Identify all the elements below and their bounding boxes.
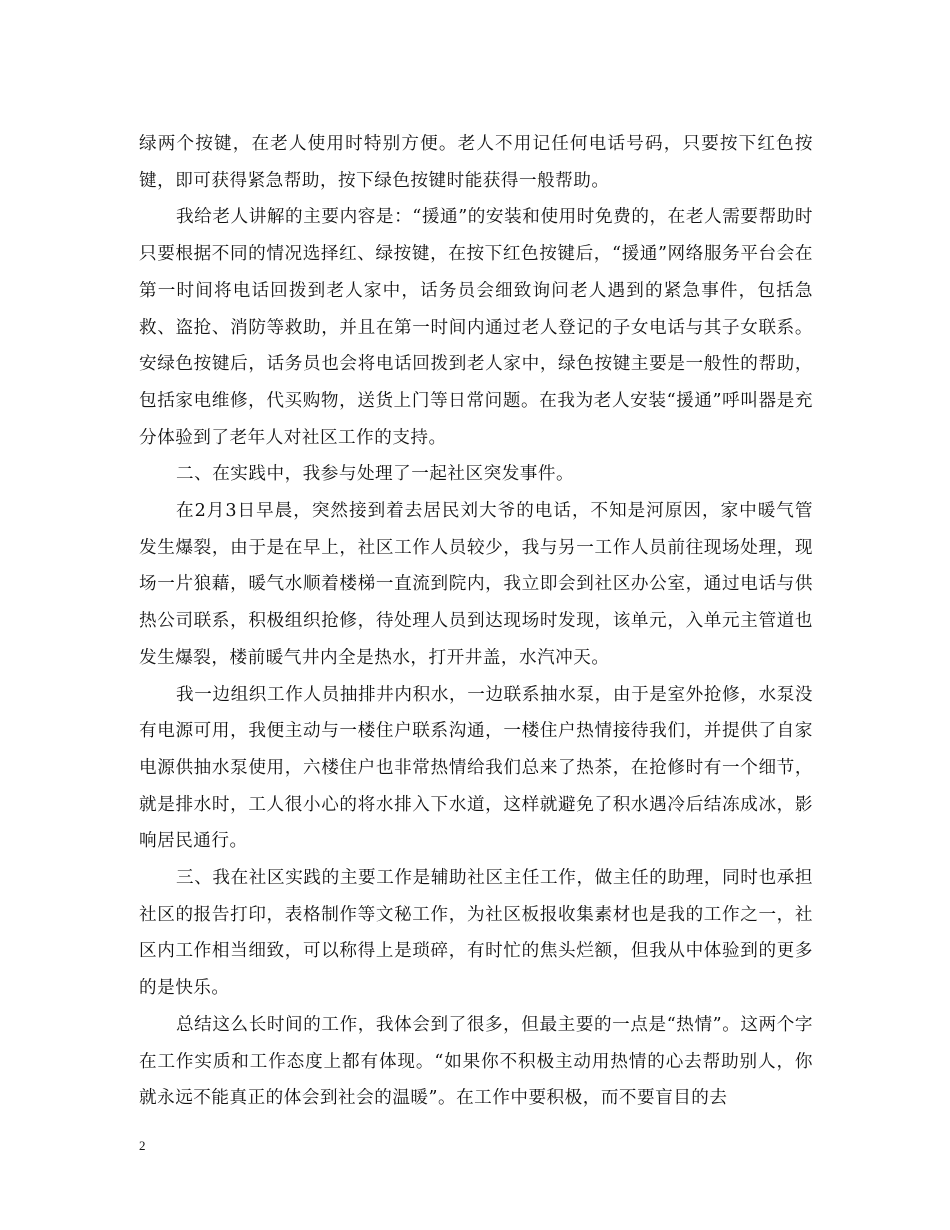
paragraph-1: 绿两个按键，在老人使用时特别方便。老人不用记任何电话号码，只要按下红色按键，即可获得紧急帮助，按下绿色按键时能获得一般帮助。 — [139, 134, 813, 191]
paragraph-2: 我给老人讲解的主要内容是：“援通”的安装和使用时免费的，在老人需要帮助时只要根据不同的情况选择红、绿按键，在按下红色按键后，“援通”网络服务平台会在第一时间将电话回拨到老人家中，话务员会细致询问老人遇到的紧急事件，包括急救、盗抢、消防等救助，并且在第一时间内通过老人登记的子女电话与其子女联系。安绿色按键后，话务员也会将电话回拨到老人家中，绿色按键主要是一般性的帮助，包括家电维修，代买购物，送货上门等日常问题。在我为老人安装“援通”呼叫器是充分体验到了老年人对社区工作的支持。 — [139, 207, 813, 448]
paragraph-4: 在2月3日早晨，突然接到着去居民刘大爷的电话，不知是河原因，家中暖气管发生爆裂，由于是在早上，社区工作人员较少，我与另一工作人员前往现场处理，现场一片狼藉，暖气水顺着楼梯一直流到院内，我立即会到社区办公室，通过电话与供热公司联系，积极组织抢修，待处理人员到达现场时发现，该单元，入单元主管道也发生爆裂，楼前暖气井内全是热水，打开井盖，水汽冲天。 — [139, 501, 813, 668]
page-number: 2 — [139, 1138, 146, 1153]
paragraph-6: 三、我在社区实践的主要工作是辅助社区主任工作，做主任的助理，同时也承担社区的报告打印，表格制作等文秘工作，为社区板报收集素材也是我的工作之一，社区内工作相当细致，可以称得上是琐碎，有时忙的焦头烂额，但我从中体验到的更多的是快乐。 — [139, 868, 813, 999]
paragraph-5: 我一边组织工作人员抽排井内积水，一边联系抽水泵，由于是室外抢修，水泵没有电源可用，我便主动与一楼住户联系沟通，一楼住户热情接待我们，并提供了自家电源供抽水泵使用，六楼住户也非常热情给我们总来了热茶，在抢修时有一个细节，就是排水时，工人很小心的将水排入下水道，这样就避免了积水遇冷后结冻成冰，影响居民通行。 — [139, 684, 813, 852]
paragraph-7: 总结这么长时间的工作，我体会到了很多，但最主要的一点是“热情”。这两个字在工作实质和工作态度上都有体现。“如果你不积极主动用热情的心去帮助别人，你就永远不能真正的体会到社会的温暖”。在工作中要积极，而不要盲目的去 — [139, 1014, 813, 1109]
document-body — [139, 126, 813, 1117]
paragraph-3: 二、在实践中，我参与处理了一起社区突发事件。 — [176, 464, 575, 485]
